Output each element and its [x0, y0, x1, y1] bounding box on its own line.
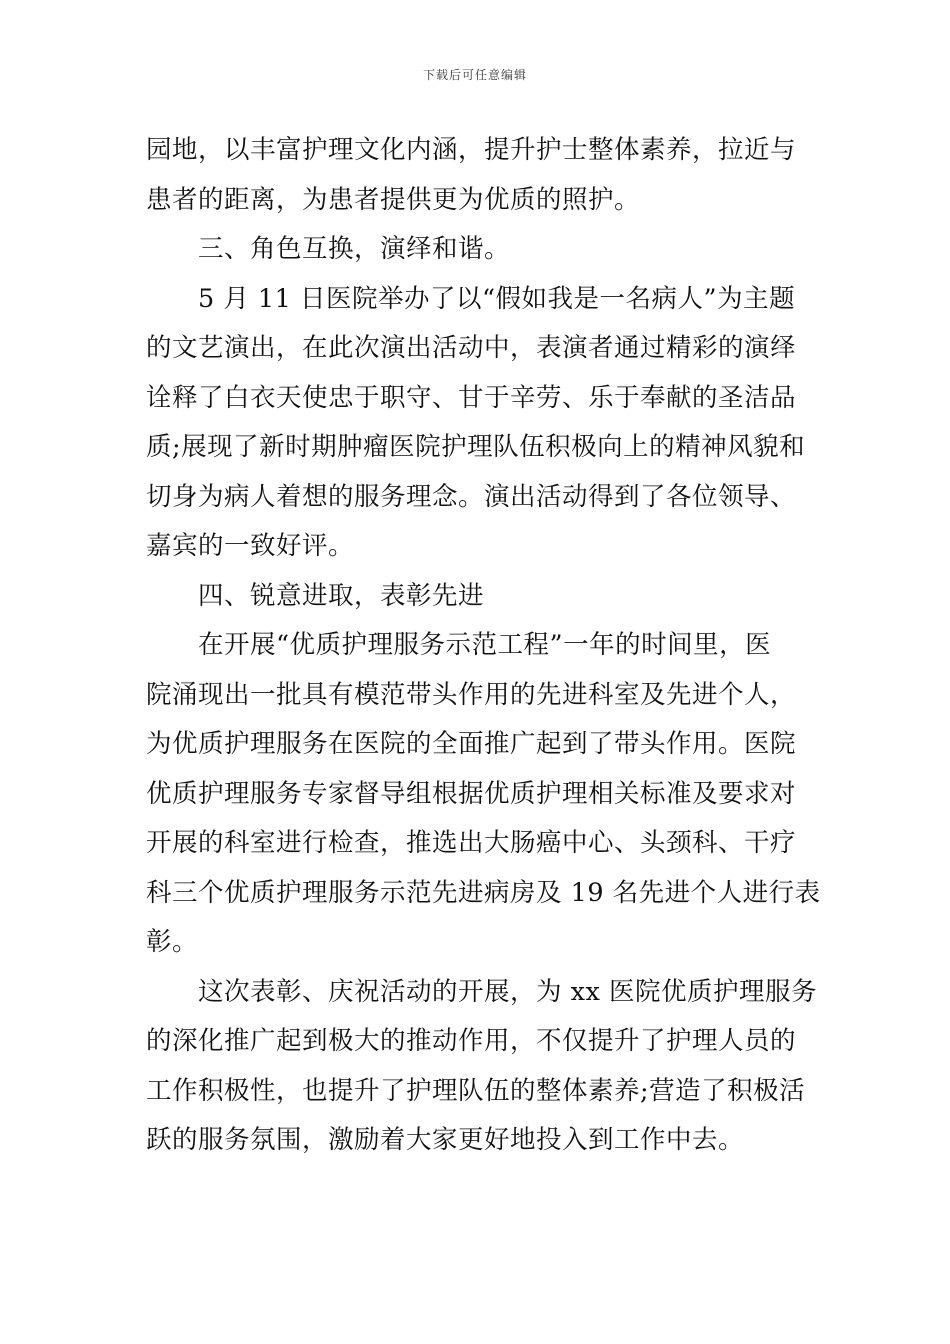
text-line: 的文艺演出，在此次演出活动中，表演者通过精彩的演绎: [146, 333, 797, 363]
text-line: 工作积极性，也提升了护理队伍的整体素养;营造了积极活: [146, 1075, 806, 1106]
page-header: 下载后可任意编辑: [422, 68, 527, 82]
text-line: 开展的科室进行检查，推选出大肠癌中心、头颈科、干疗: [146, 828, 797, 858]
text-line: 嘉宾的一致好评。: [146, 531, 355, 561]
text-line: 诠释了白衣天使忠于职守、甘于辛劳、乐于奉献的圣洁品: [146, 382, 797, 413]
text-line: 四、锐意进取，表彰先进: [198, 580, 485, 611]
text-line: 质;展现了新时期肿瘤医院护理队伍积极向上的精神风貌和: [146, 432, 806, 462]
text-line: 这次表彰、庆祝活动的开展，为 xx 医院优质护理服务: [198, 976, 817, 1007]
body-text: [146, 126, 821, 1166]
text-line: 切身为病人着想的服务理念。演出活动得到了各位领导、: [146, 481, 797, 512]
text-line: 5 月 11 日医院举办了以“假如我是一名病人”为主题: [198, 283, 796, 314]
text-line: 优质护理服务专家督导组根据优质护理相关标准及要求对: [146, 778, 797, 809]
text-line: 科三个优质护理服务示范先进病房及 19 名先进个人进行表: [146, 877, 821, 908]
text-line: 彰。: [146, 927, 199, 957]
text-line: 院涌现出一批具有模范带头作用的先进科室及先进个人，: [146, 679, 797, 710]
text-line: 的深化推广起到极大的推动作用，不仅提升了护理人员的: [146, 1026, 797, 1056]
text-line: 患者的距离，为患者提供更为优质的照护。: [146, 184, 641, 215]
text-line: 为优质护理服务在医院的全面推广起到了带头作用。医院: [146, 729, 797, 759]
text-line: 三、角色互换，演绎和谐。: [198, 234, 511, 264]
text-line: 园地，以丰富护理文化内涵，提升护士整体素养，拉近与: [146, 135, 797, 165]
text-line: 在开展“优质护理服务示范工程”一年的时间里，医: [198, 630, 772, 660]
text-line: 跃的服务氛围，激励着大家更好地投入到工作中去。: [146, 1125, 745, 1155]
